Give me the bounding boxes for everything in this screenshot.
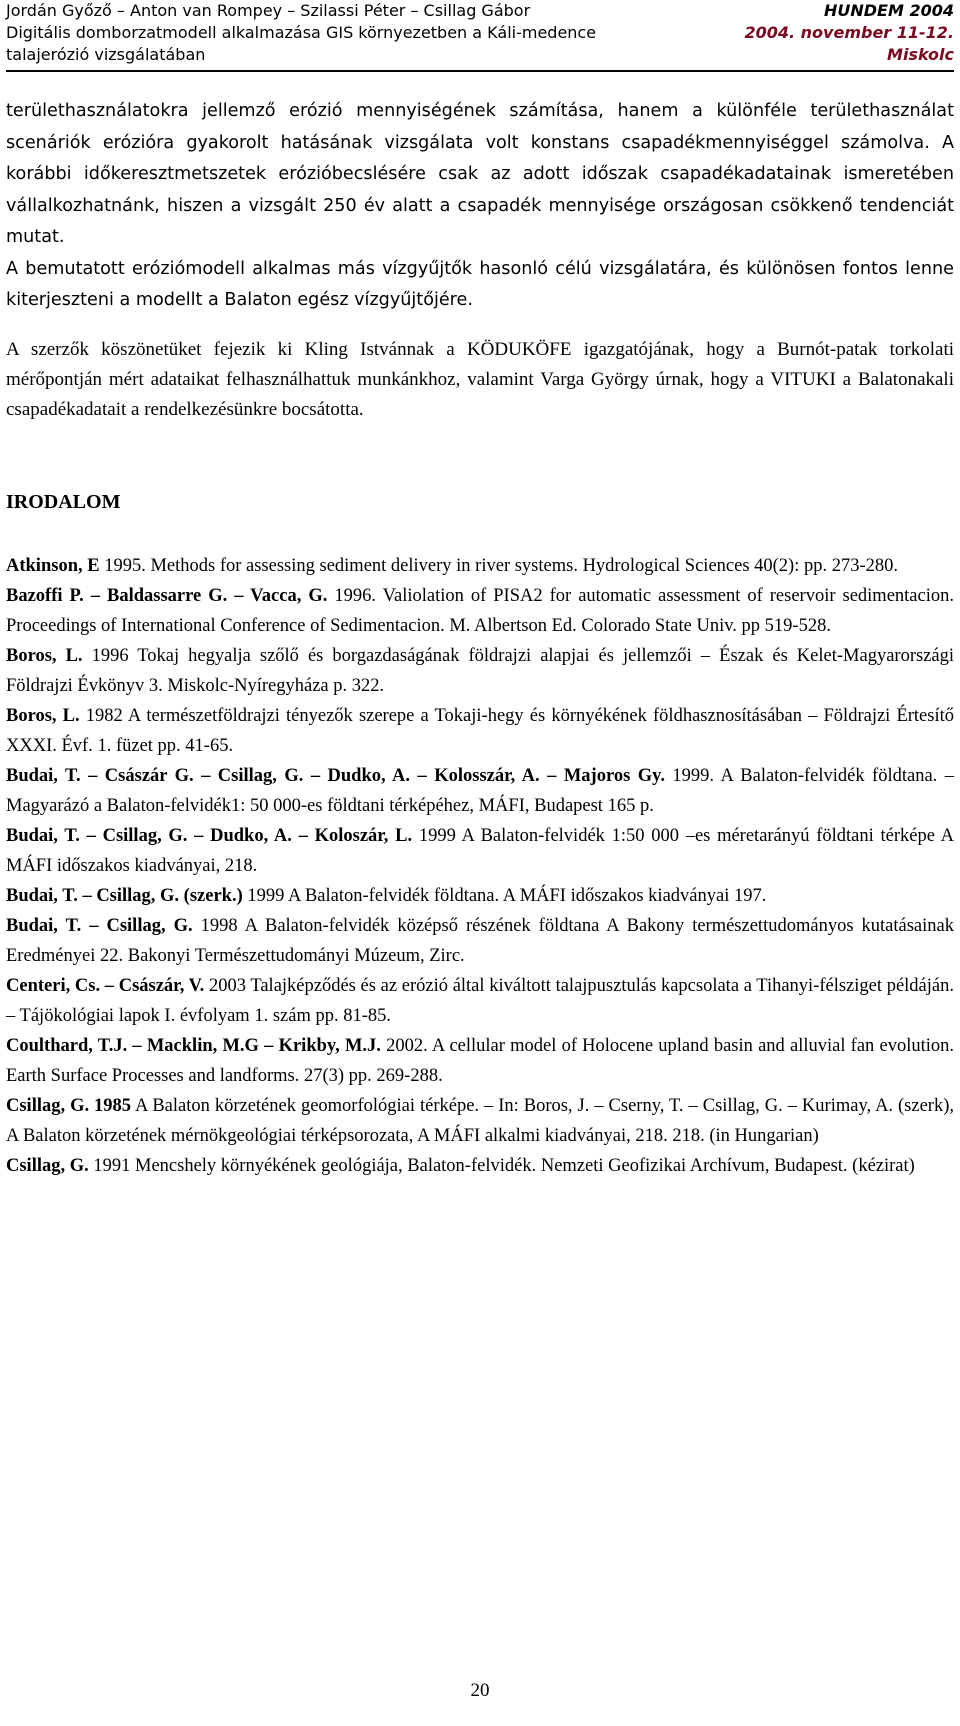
reference-authors: Coulthard, T.J. – Macklin, M.G – Krikby, M.J. (6, 1035, 381, 1056)
reference-item (6, 581, 954, 641)
reference-list (6, 551, 954, 1181)
reference-authors: Bazoffi P. – Baldassarre G. – Vacca, G. (6, 585, 328, 606)
reference-text: 1996. Valiolation of PISA2 for automatic assessment of reservoir sedimentacion. Proceedings of International Conference of Sedimentacion. M. Albertson Ed. Colorado State Univ. pp 519-528. (6, 585, 954, 636)
reference-item (6, 821, 954, 881)
reference-authors: Budai, T. – Csillag, G. – Dudko, A. – Koloszár, L. (6, 825, 413, 846)
reference-item (6, 911, 954, 971)
reference-authors: Budai, T. – Csillag, G. (6, 915, 193, 936)
page-number: 20 (470, 1680, 490, 1701)
body-paragraph-1: területhasználatokra jellemző erózió mennyiségének számítása, hanem a különféle területhasználat scenáriók erózióra gyakorolt hatásának vizsgálata volt konstans csapadékmennyiséggel számolva. A korábbi időkeresztmetszetek erózióbecslésére csak az adott időszak csapadékadatainak ismeretében vállalkozhatnánk, hiszen a vizsgált 250 év alatt a csapadék mennyisége országosan csökkenő tendenciát mutat. (6, 101, 954, 247)
header-conference-city: Miskolc (887, 45, 954, 64)
reference-item (6, 1031, 954, 1091)
page-content (6, 96, 954, 1181)
reference-item (6, 971, 954, 1031)
reference-authors: Boros, L. (6, 645, 83, 666)
reference-text: 1999. A Balaton-felvidék földtana. – Magyarázó a Balaton-felvidék1: 50 000-es földtani térképéhez, MÁFI, Budapest 165 p. (6, 765, 954, 816)
reference-authors: Atkinson, E (6, 555, 100, 576)
reference-text: 1999 A Balaton-felvidék földtana. A MÁFI időszakos kiadványai 197. (242, 885, 767, 906)
reference-authors: Budai, T. – Csillag, G. (szerk.) (6, 885, 243, 906)
page-header (6, 0, 954, 72)
header-title-line-2: talajerózió vizsgálatában (6, 45, 206, 64)
body-paragraph-2: A bemutatott eróziómodell alkalmas más vízgyűjtők hasonló célú vizsgálatára, és különösen fontos lenne kiterjeszteni a modellt a Balaton egész vízgyűjtőjére. (6, 258, 954, 310)
reference-item (6, 1151, 954, 1181)
header-conference-name: HUNDEM 2004 (823, 1, 954, 20)
reference-text: 1982 A természetföldrajzi tényezők szerepe a Tokaji-hegy és környékének földhasznosításában – Földrajzi Értesítő XXXI. Évf. 1. füzet pp. 41-65. (6, 705, 954, 756)
reference-text: 2003 Talajképződés és az erózió által kiváltott talajpusztulás kapcsolata a Tihanyi-félsziget példáján. – Tájökológiai lapok I. évfolyam 1. szám pp. 81-85. (6, 975, 954, 1026)
reference-text: 1991 Mencshely környékének geológiája, Balaton-felvidék. Nemzeti Geofizikai Archívum, Budapest. (kézirat) (88, 1155, 915, 1176)
header-conference-date: 2004. november 11-12. (744, 23, 954, 42)
reference-text: 1998 A Balaton-felvidék középső részének földtana A Bakony természettudományos kutatásainak Eredményei 22. Bakonyi Természettudományi Múzeum, Zirc. (6, 915, 954, 966)
reference-authors: Budai, T. – Császár G. – Csillag, G. – Dudko, A. – Kolosszár, A. – Majoros Gy. (6, 765, 665, 786)
references-heading: IRODALOM (6, 490, 121, 513)
reference-text: 2002. A cellular model of Holocene upland basin and alluvial fan evolution. Earth Surface Processes and landforms. 27(3) pp. 269-288. (6, 1035, 954, 1086)
reference-text: 1996 Tokaj hegyalja szőlő és borgazdaságának földrajzi alapjai és jellemzői – Észak és Kelet-Magyarországi Földrajzi Évkönyv 3. Miskolc-Nyíregyháza p. 322. (6, 645, 954, 696)
reference-authors: Boros, L. (6, 705, 80, 726)
acknowledgement-paragraph: A szerzők köszönetüket fejezik ki Kling Istvánnak a KÖDUKÖFE igazgatójának, hogy a Burnót-patak torkolati mérőpontján mért adataikat felhasználhattuk munkánkhoz, valamint Varga György úrnak, hogy a VITUKI a Balatonakali csapadékadatait a rendelkezésünkre bocsátotta. (6, 338, 954, 420)
reference-authors: Csillag, G. 1985 (6, 1095, 132, 1116)
reference-text: 1995. Methods for assessing sediment delivery in river systems. Hydrological Sciences 40(2): pp. 273-280. (99, 555, 899, 576)
reference-text: A Balaton körzetének geomorfológiai térképe. – In: Boros, J. – Cserny, T. – Csillag, G. – Kurimay, A. (szerk), A Balaton körzetének mérnökgeológiai térképsorozata, A MÁFI alkalmi kiadványai, 218. 218. (in Hungarian) (6, 1095, 954, 1146)
reference-authors: Csillag, G. (6, 1155, 89, 1176)
reference-item (6, 1091, 954, 1151)
header-conference-block (744, 0, 954, 66)
header-title-line-1: Digitális domborzatmodell alkalmazása GIS környezetben a Káli-medence (6, 23, 597, 42)
reference-item (6, 761, 954, 821)
reference-text: 1999 A Balaton-felvidék 1:50 000 –es méretarányú földtani térképe A MÁFI időszakos kiadványai, 218. (6, 825, 954, 876)
reference-item (6, 881, 954, 911)
header-title-block (6, 0, 596, 66)
reference-item (6, 551, 954, 581)
header-authors: Jordán Győző – Anton van Rompey – Szilassi Péter – Csillag Gábor (6, 1, 531, 20)
reference-item (6, 641, 954, 701)
reference-authors: Centeri, Cs. – Császár, V. (6, 975, 205, 996)
reference-item (6, 701, 954, 761)
